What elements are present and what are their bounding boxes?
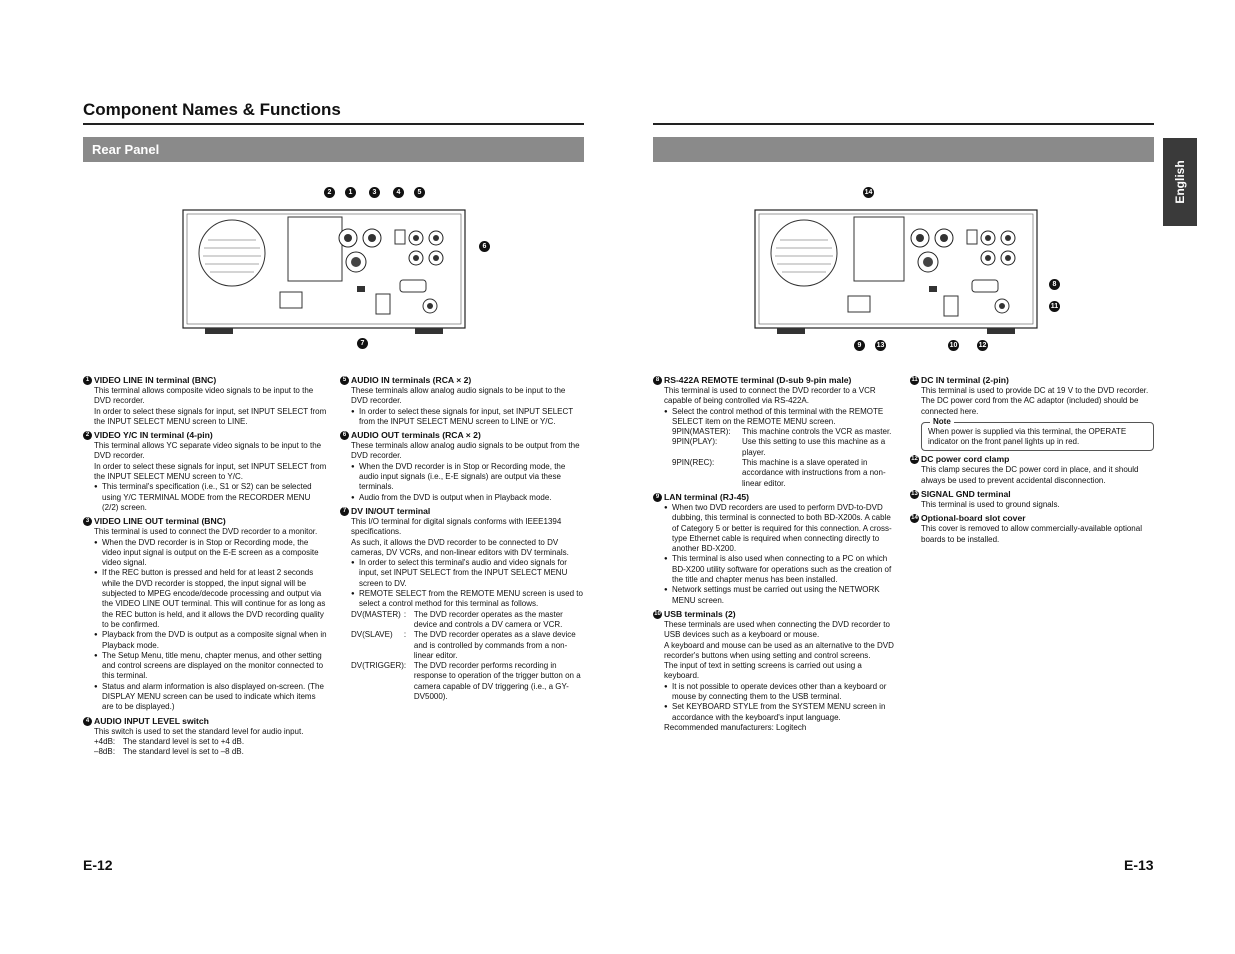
callout-5: 5 (414, 187, 425, 198)
bullet-item: ● The Setup Menu, title menu, chapter menus, and other setting and control screens are displayed on the monitor connected to this terminal. (94, 651, 327, 682)
component-heading (653, 375, 897, 386)
note-text: When power is supplied via this terminal, the OPERATE indicator on the front panel lights up in red. (928, 426, 1127, 447)
setting-key: DV(SLAVE) (351, 630, 393, 640)
component-heading-text: AUDIO IN terminals (RCA × 2) (351, 375, 472, 385)
pin-mode-key: 9PIN(REC): (672, 458, 715, 468)
component-section (83, 716, 327, 758)
setting-key: +4dB (94, 736, 113, 746)
component-heading-text: AUDIO OUT terminals (RCA × 2) (351, 430, 481, 441)
component-section (653, 492, 897, 606)
component-heading (653, 609, 897, 620)
component-section (83, 516, 327, 712)
component-section (910, 513, 1154, 545)
component-heading-text: LAN terminal (RJ-45) (664, 491, 749, 502)
setting-colon: : (112, 736, 116, 746)
component-heading-text: VIDEO Y/C IN terminal (4-pin) (94, 430, 213, 441)
setting-colon: : (112, 747, 116, 757)
component-heading (910, 513, 1154, 524)
component-number-badge: 2 (83, 431, 92, 440)
setting-value: The DVD recorder operates as the master device and controls a DV camera or VCR. (413, 609, 563, 629)
component-number-badge: 3 (83, 517, 92, 526)
component-heading-text: VIDEO LINE IN terminal (BNC) (94, 375, 217, 385)
language-tab (1163, 138, 1197, 226)
setting-key: –8dB (94, 747, 113, 757)
bullet-item: ● Audio from the DVD is output when in Playback mode. (351, 493, 584, 503)
note-label: Note (930, 417, 954, 427)
component-heading (83, 516, 327, 527)
setting-colon: : (403, 609, 407, 619)
pin-mode-value: Use this setting to use this machine as a player. (742, 437, 886, 457)
pin-mode-value: This machine is a slave operated in accordance with instructions from a non-linear editor. (742, 458, 886, 488)
bullet-item: ● This terminal's specification (i.e., S1 or S2) can be selected using Y/C TERMINAL MODE from the RECORDER MENU (2/2) screen. (94, 482, 327, 513)
pin-mode-key: 9PIN(MASTER): (672, 427, 731, 437)
callout-1: 1 (345, 187, 356, 198)
setting-key: DV(TRIGGER) (351, 661, 404, 671)
component-number-badge: 4 (83, 717, 92, 726)
component-number-badge: 14 (911, 515, 918, 522)
language-tab-label: English (1173, 160, 1187, 204)
component-heading-text: RS-422A REMOTE terminal (D-sub 9-pin male) (664, 375, 852, 385)
bullet-item: ● Playback from the DVD is output as a composite signal when in Playback mode. (94, 630, 327, 651)
component-heading (83, 375, 327, 386)
component-number-badge: 6 (340, 431, 349, 440)
component-heading-text: AUDIO INPUT LEVEL switch (94, 715, 209, 726)
component-heading (340, 430, 584, 441)
bullet-item: ● It is not possible to operate devices other than a keyboard or mouse by connecting them to the USB terminal. (664, 682, 897, 703)
component-heading (340, 506, 584, 517)
setting-key: DV(MASTER) (351, 609, 401, 619)
component-number-badge: 12 (911, 456, 918, 463)
setting-value: The DVD recorder performs recording in response to operation of the trigger button on a camera capable of DV triggering (i.e., a GY-DV5000). (413, 661, 581, 702)
description-paragraph: In order to select these signals for input, set INPUT SELECT from the INPUT SELECT MENU screen to Y/C. (94, 461, 327, 482)
callout-2: 2 (324, 187, 335, 198)
component-heading (910, 375, 1154, 386)
bullet-item: ● Status and alarm information is also displayed on-screen. (The DISPLAY MENU screen can be used to indicate which items are to be displayed.) (94, 682, 327, 713)
callout-9: 9 (854, 340, 865, 351)
component-section (910, 375, 1154, 451)
section-band-rear-panel (83, 137, 584, 162)
component-section (340, 430, 584, 503)
text-column-2 (340, 372, 584, 702)
setting-value: The DVD recorder operates as a slave device and is controlled by commands from a non-linear editor. (413, 630, 576, 660)
page-number-left: E-12 (83, 857, 113, 873)
description-paragraph: This cover is removed to allow commercially-available optional boards to be installed. (921, 524, 1142, 544)
setting-colon: : (403, 661, 407, 671)
component-number-badge: 11 (911, 377, 918, 383)
title-rule-right (653, 123, 1154, 125)
component-heading (653, 492, 897, 503)
callout-8: 8 (1049, 279, 1060, 290)
section-band-label: Rear Panel (92, 142, 160, 157)
callout-7: 7 (357, 338, 368, 349)
component-heading-text: DC IN terminal (2-pin) (921, 375, 1009, 385)
component-number-badge: 5 (340, 376, 349, 385)
rear-panel-figure-left (180, 200, 470, 340)
bullet-list (664, 407, 897, 428)
component-heading-text: DC power cord clamp (921, 454, 1010, 465)
description-paragraph: This terminal is used to ground signals. (921, 500, 1060, 510)
component-section (340, 375, 584, 427)
bullet-item: ● Select the control method of this terminal with the REMOTE SELECT item on the REMOTE MENU screen. (664, 407, 897, 428)
bullet-list (351, 462, 584, 503)
bullet-item: ● When two DVD recorders are used to perform DVD-to-DVD dubbing, this terminal is connected to both BD-X200s. A cable of Category 5 or better is required for this connection. A cross-type Ethernet cable is required when connecting directly to another BD-X200. (664, 503, 897, 554)
description-paragraph: These terminals are used when connecting the DVD recorder to USB devices such as a keyboard or mouse. (664, 619, 890, 640)
bullet-item: ● REMOTE SELECT from the REMOTE MENU screen is used to select a control method for this terminal as follows. (351, 589, 584, 610)
bullet-list (664, 682, 897, 723)
bullet-item: ● Set KEYBOARD STYLE from the SYSTEM MENU screen in accordance with the keyboard's input language. (664, 702, 897, 723)
text-column-4 (910, 372, 1154, 545)
bullet-item: ● In order to select these signals for input, set INPUT SELECT from the INPUT SELECT MENU screen to LINE or Y/C. (351, 407, 584, 428)
text-column-1 (83, 372, 327, 758)
title-rule-left (83, 123, 584, 125)
component-section (910, 489, 1154, 510)
component-number-badge: 13 (911, 491, 918, 498)
bullet-item: ● Network settings must be carried out using the NETWORK MENU screen. (664, 585, 897, 606)
component-section (653, 609, 897, 733)
component-number-badge: 9 (653, 493, 662, 502)
component-heading-text: SIGNAL GND terminal (921, 489, 1011, 500)
pin-mode-value: This machine controls the VCR as master. (742, 427, 892, 437)
callout-10: 10 (949, 342, 958, 349)
setting-value: The standard level is set to +4 dB. (122, 736, 245, 746)
section-band-right (653, 137, 1154, 162)
bullet-item: ● In order to select this terminal's audio and video signals for input, set INPUT SELECT from the INPUT SELECT MENU screen to DV. (351, 558, 584, 589)
callout-11: 11 (1050, 303, 1059, 310)
pin-mode-table (672, 427, 897, 489)
setting-table (94, 737, 327, 758)
setting-colon: : (403, 630, 407, 640)
component-heading-text: DV IN/OUT terminal (351, 505, 431, 516)
callout-6: 6 (479, 241, 490, 252)
callout-12: 12 (978, 342, 987, 349)
component-number-badge: 8 (653, 376, 662, 385)
bullet-list (351, 558, 584, 609)
bullet-item: ● When the DVD recorder is in Stop or Recording mode, the video input signal is output on the E-E screen as a composite video signal. (94, 538, 327, 569)
component-section (83, 430, 327, 513)
component-heading (83, 430, 327, 441)
callout-3: 3 (369, 187, 380, 198)
description-paragraph: This terminal is used to connect the DVD recorder to a monitor. (94, 527, 318, 537)
description-paragraph: This switch is used to set the standard level for audio input. (94, 726, 304, 736)
component-heading-text: VIDEO LINE OUT terminal (BNC) (94, 516, 226, 527)
description-paragraph: This clamp secures the DC power cord in place, and it should always be used to prevent accidental disconnection. (921, 465, 1139, 485)
note-box (921, 416, 1154, 452)
description-paragraph: This terminal is used to connect the DVD recorder to a VCR capable of being controlled via RS-422A. (664, 386, 876, 406)
component-section (83, 375, 327, 427)
component-heading (910, 454, 1154, 465)
description-paragraph: This terminal allows YC separate video signals to be input to the DVD recorder. (94, 441, 322, 461)
callout-4: 4 (393, 187, 404, 198)
description-paragraph: The input of text in setting screens is carried out using a keyboard. (664, 661, 862, 681)
setting-value: The standard level is set to –8 dB. (122, 747, 244, 757)
description-paragraph: These terminals allow analog audio signals to be input to the DVD recorder. (351, 386, 566, 406)
component-section (910, 454, 1154, 486)
recommended-manufacturers: Recommended manufacturers: Logitech (664, 722, 807, 732)
component-heading-text: USB terminals (2) (664, 608, 736, 619)
description-paragraph: These terminals allow analog audio signals to be output from the DVD recorder. (351, 441, 580, 461)
bullet-item: ● If the REC button is pressed and held for at least 2 seconds while the DVD recorder is stopped, the input signal will be subjected to MPEG encode/decode processing and output via the VIDEO LINE OUT terminal. This will continue for as long as the REC button is held, and it allows the DVD recording quality to be confirmed. (94, 568, 327, 630)
component-section (340, 506, 584, 702)
bullet-item: ● This terminal is also used when connecting to a PC on which BD-X200 utility software for operations such as the creation of the title and chapter menus has been installed. (664, 554, 897, 585)
description-paragraph: This terminal allows composite video signals to be input to the DVD recorder. (94, 386, 314, 406)
description-paragraph: As such, it allows the DVD recorder to be connected to DV cameras, DV VCRs, and non-linear editors with DV terminals. (351, 537, 569, 557)
component-section (653, 375, 897, 489)
component-heading (83, 716, 327, 727)
bullet-list (664, 503, 897, 606)
setting-table (351, 610, 584, 703)
callout-14: 14 (864, 189, 873, 196)
component-number-badge: 7 (340, 507, 349, 516)
component-number-badge: 10 (654, 610, 661, 617)
description-paragraph: In order to select these signals for input, set INPUT SELECT from the INPUT SELECT MENU screen to LINE. (94, 406, 327, 426)
description-paragraph: This terminal is used to provide DC at 19 V to the DVD recorder. The DC power cord from the AC adaptor (included) should be connected here. (921, 386, 1149, 416)
bullet-list (351, 407, 584, 428)
description-paragraph: A keyboard and mouse can be used as an alternative to the DVD recorder's buttons when using setting and control screens. (664, 640, 894, 660)
component-heading-text: Optional-board slot cover (921, 513, 1026, 524)
bullet-item: ● When the DVD recorder is in Stop or Recording mode, the audio input signals (i.e., E-E signals) are output via these terminals. (351, 462, 584, 493)
component-heading (910, 489, 1154, 500)
page-title: Component Names & Functions (83, 100, 341, 119)
rear-panel-figure-right (752, 200, 1042, 340)
component-number-badge: 1 (83, 376, 92, 385)
page-number-right: E-13 (1124, 857, 1154, 873)
description-paragraph: This I/O terminal for digital signals conforms with IEEE1394 specifications. (351, 516, 562, 537)
bullet-list (94, 482, 327, 513)
component-heading (340, 375, 584, 386)
callout-13: 13 (876, 342, 885, 349)
bullet-list (94, 538, 327, 713)
pin-mode-key: 9PIN(PLAY): (672, 437, 718, 447)
text-column-3 (653, 372, 897, 733)
